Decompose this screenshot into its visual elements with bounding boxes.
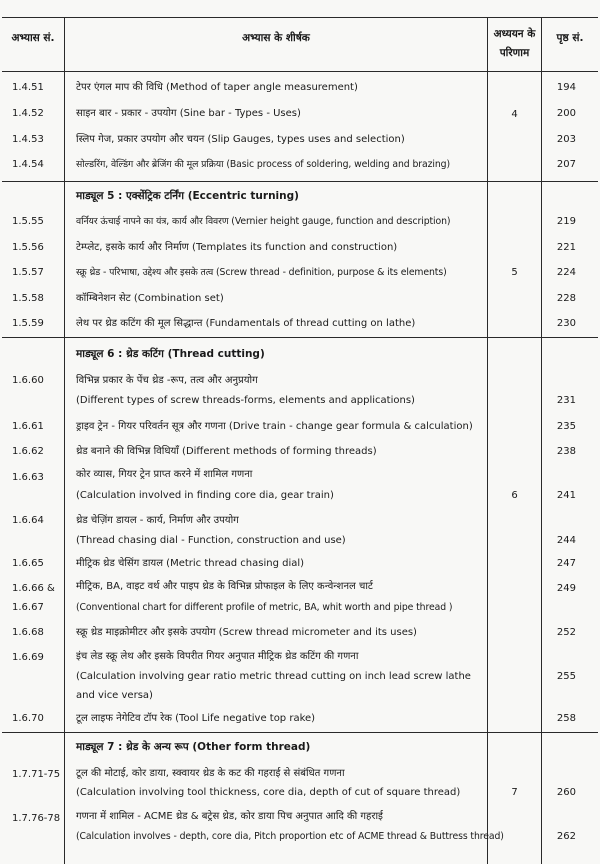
- exercise-no: 1.5.57: [12, 267, 44, 278]
- exercise-no: 1.6.60: [12, 375, 44, 386]
- page-no: 238: [556, 446, 576, 457]
- page-no: 230: [556, 318, 576, 329]
- page-no: 194: [556, 82, 576, 93]
- page-no: 219: [556, 216, 576, 227]
- exercise-no: 1.6.62: [12, 446, 44, 457]
- exercise-no: 1.7.76-78: [12, 813, 61, 824]
- exercise-no: 1.6.68: [12, 627, 44, 638]
- exercise-title: थ्रेड चेज़िंग डायल - कार्य, निर्माण और उपयोग: [76, 515, 239, 526]
- learning-outcome: 5: [511, 267, 518, 278]
- page-no: 203: [556, 134, 576, 145]
- section-divider: [2, 181, 598, 182]
- table-top-border: [2, 17, 598, 18]
- exercise-no: 1.6.69: [12, 652, 44, 663]
- exercise-title: स्लिप गेज, प्रकार उपयोग और चयन (Slip Gauges, types uses and selection): [76, 134, 405, 145]
- exercise-no: 1.5.59: [12, 318, 44, 329]
- header-learning-outcome: अध्ययन के: [493, 28, 536, 40]
- page-no: 262: [556, 831, 576, 842]
- learning-outcome: 4: [511, 109, 518, 120]
- exercise-title: वर्नियर ऊंचाई नापने का यंत्र, कार्य और विवरण (Vernier height gauge, function and description): [76, 216, 451, 227]
- column-divider: [487, 17, 488, 864]
- exercise-title: कोर व्यास, गियर ट्रेन प्राप्त करने में शामिल गणना: [76, 469, 253, 480]
- exercise-title: लेथ पर थ्रेड कटिंग की मूल सिद्धान्त (Fundamentals of thread cutting on lathe): [76, 318, 416, 329]
- exercise-title: टेम्प्लेट, इसके कार्य और निर्माण (Templates its function and construction): [76, 242, 398, 253]
- page-no: 260: [556, 787, 576, 798]
- module-heading: माड्यूल 7 : थ्रेड के अन्य रूप (Other form thread): [76, 741, 311, 753]
- exercise-title: साइन बार - प्रकार - उपयोग (Sine bar - Types - Uses): [76, 108, 301, 119]
- exercise-title: कॉम्बिनेशन सेट (Combination set): [76, 293, 224, 304]
- exercise-title: टूल की मोटाई, कोर डाया, स्क्वायर थ्रेड के कट की गहराई से संबंधित गणना: [76, 768, 345, 779]
- exercise-no: 1.4.52: [12, 108, 44, 119]
- exercise-no: 1.6.70: [12, 713, 44, 724]
- exercise-title: मीट्रिक, BA, वाइट वर्थ और पाइप थ्रेड के विभिन्न प्रोफाइल के लिए कन्वेन्शनल चार्ट: [76, 581, 373, 592]
- page-no: 221: [556, 242, 576, 253]
- exercise-title: सोल्डरिंग, वेल्डिंग और ब्रेजिंग की मूल प्रक्रिया (Basic process of soldering, welding and brazing): [76, 159, 450, 170]
- page-no: 207: [556, 159, 576, 170]
- page-no: 224: [556, 267, 576, 278]
- exercise-title: (Calculation involves - depth, core dia, Pitch proportion etc of ACME thread & Buttress thread): [76, 831, 504, 842]
- exercise-no: 1.4.53: [12, 134, 44, 145]
- exercise-title: गणना में शामिल - ACME थ्रेड & बट्रेस थ्रेड, कोर डाया पिच अनुपात आदि की गहराई: [76, 811, 383, 822]
- page-no: 258: [556, 713, 576, 724]
- header-bottom-border: [2, 71, 598, 72]
- exercise-title: (Calculation involving tool thickness, core dia, depth of cut of square thread): [76, 787, 461, 798]
- page-no: 249: [556, 583, 576, 594]
- exercise-title: टूल लाइफ नेगेटिव टॉप रेक (Tool Life negative top rake): [76, 713, 316, 724]
- exercise-no: 1.4.54: [12, 159, 44, 170]
- exercise-no: 1.6.67: [12, 602, 44, 613]
- exercise-no: 1.4.51: [12, 82, 44, 93]
- exercise-title: (Calculation involving gear ratio metric thread cutting on inch lead screw lathe: [76, 671, 471, 682]
- page-no: 235: [556, 421, 576, 432]
- header-learning-outcome: परिणाम: [499, 47, 530, 59]
- section-divider: [2, 732, 598, 733]
- exercise-title: स्क्रू थ्रेड माइक्रोमीटर और इसके उपयोग (Screw thread micrometer and its uses): [76, 627, 417, 638]
- page-no: 228: [556, 293, 576, 304]
- exercise-title: टेपर एंगल माप की विधि (Method of taper angle measurement): [76, 82, 358, 93]
- page-no: 255: [556, 671, 576, 682]
- header-exercise-no: अभ्यास सं.: [11, 32, 55, 44]
- exercise-title: इंच लेड स्क्रू लेथ और इसके विपरीत गियर अनुपात मीट्रिक थ्रेड कटिंग की गणना: [76, 651, 359, 662]
- page-no: 241: [556, 490, 576, 501]
- exercise-no: 1.6.61: [12, 421, 44, 432]
- exercise-no: 1.6.63: [12, 472, 44, 483]
- exercise-no: 1.6.65: [12, 558, 44, 569]
- module-heading: माड्यूल 6 : थ्रेड कटिंग (Thread cutting): [76, 348, 265, 360]
- exercise-no: 1.5.58: [12, 293, 44, 304]
- page-no: 252: [556, 627, 576, 638]
- page-no: 247: [556, 558, 576, 569]
- exercise-title: स्क्रू थ्रेड - परिभाषा, उद्देश्य और इसके तत्व (Screw thread - definition, purpose & its elements): [76, 267, 447, 278]
- exercise-title: and vice versa): [76, 690, 153, 701]
- exercise-title: (Thread chasing dial - Function, construction and use): [76, 535, 346, 546]
- exercise-title: थ्रेड बनाने की विभिन्न विधियाँ (Different methods of forming threads): [76, 446, 377, 457]
- exercise-no: 1.5.55: [12, 216, 44, 227]
- header-exercise-title: अभ्यास के शीर्षक: [242, 32, 310, 44]
- exercise-title: विभिन्न प्रकार के पेंच थ्रेड -रूप, तत्व और अनुप्रयोग: [76, 375, 258, 386]
- exercise-no: 1.5.56: [12, 242, 44, 253]
- exercise-no: 1.6.64: [12, 515, 44, 526]
- exercise-title: (Conventional chart for different profile of metric, BA, whit worth and pipe thread ): [76, 602, 453, 613]
- exercise-title: (Calculation involved in finding core dia, gear train): [76, 490, 334, 501]
- learning-outcome: 6: [511, 490, 518, 501]
- column-divider: [64, 17, 65, 864]
- exercise-no: 1.7.71-75: [12, 769, 61, 780]
- exercise-title: (Different types of screw threads-forms, elements and applications): [76, 395, 415, 406]
- learning-outcome: 7: [511, 787, 518, 798]
- page-no: 200: [556, 108, 576, 119]
- page-no: 244: [556, 535, 576, 546]
- page-no: 231: [556, 395, 576, 406]
- section-divider: [2, 337, 598, 338]
- exercise-title: ड्राइव ट्रेन - गियर परिवर्तन सूत्र और गणना (Drive train - change gear formula & calculation): [76, 421, 473, 432]
- module-heading: माड्यूल 5 : एक्सेंट्रिक टर्निंग (Eccentric turning): [76, 190, 299, 202]
- exercise-title: मीट्रिक थ्रेड चेसिंग डायल (Metric thread chasing dial): [76, 558, 305, 569]
- exercise-no: 1.6.66 &: [12, 583, 55, 594]
- header-page-no: पृष्ठ सं.: [556, 32, 584, 44]
